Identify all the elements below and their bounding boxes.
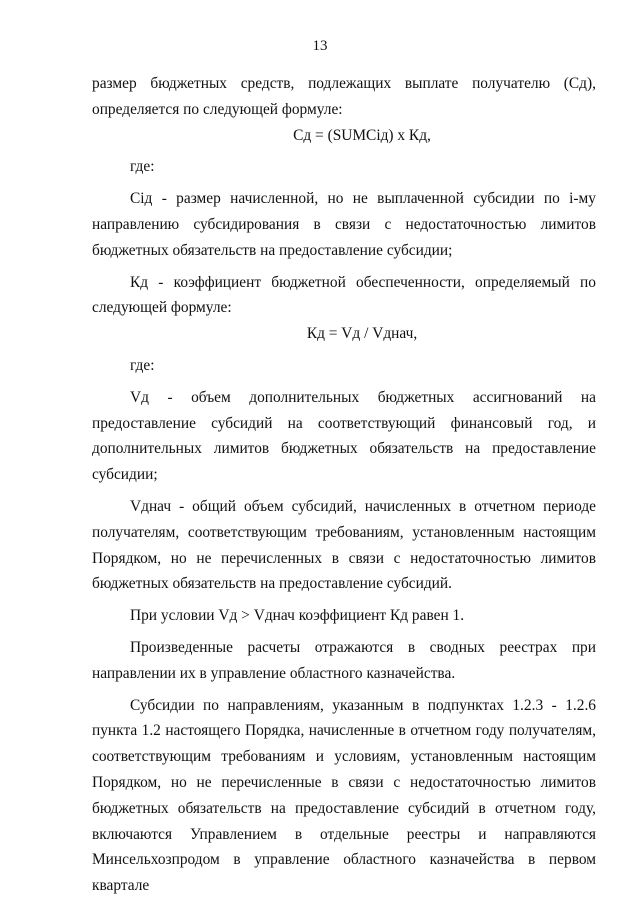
- where-label: где:: [130, 158, 155, 176]
- where-label: где:: [130, 356, 155, 374]
- paragraph-vdnach-definition: Vднач - общий объем субсидий, начисленных в отчетном периоде получателям, соответствующим требованиям, установленным настоящим Порядком, но не перечисленных в связи с недостаточностью лимитов бюджетных обязательств на предоставление субсидий.: [92, 497, 596, 593]
- paragraph-vd-definition: Vд - объем дополнительных бюджетных ассигнований на предоставление субсидий на соответствующий финансовый год, и дополнительных лимитов бюджетных обязательств на предоставление субсидии;: [92, 388, 596, 484]
- formula-cd: Сд = (SUMCiд) х Кд,: [293, 126, 431, 144]
- paragraph-registries: Произведенные расчеты отражаются в сводных реестрах при направлении их в управление областного казначейства.: [92, 638, 596, 682]
- document-body: [92, 71, 596, 899]
- page-number: 13: [312, 38, 328, 54]
- paragraph-subsidies: Субсидии по направлениям, указанным в подпунктах 1.2.3 - 1.2.6 пункта 1.2 настоящего Порядка, начисленные в отчетном году получателям, соответствующим требованиям и условиям, установленным настоящим Порядком, но не перечисленные в связи с недостаточностью лимитов бюджетных обязательств на предоставление субсидий в отчетном году, включаются Управлением в отдельные реестры и направляются Минсельхозпродом в управление областного казначейства в первом квартале: [92, 696, 596, 895]
- paragraph-condition: При условии Vд > Vднач коэффициент Кд равен 1.: [130, 607, 465, 625]
- formula-kd: Кд = Vд / Vднач,: [306, 325, 418, 343]
- paragraph-kd-definition: Кд - коэффициент бюджетной обеспеченности, определяемый по следующей формуле:: [92, 273, 596, 317]
- paragraph-budget-amount: размер бюджетных средств, подлежащих выплате получателю (Сд), определяется по следующей формуле:: [92, 75, 596, 118]
- paragraph-cid-definition: Сiд - размер начисленной, но не выплаченной субсидии по i-му направлению субсидирования в связи с недостаточностью лимитов бюджетных обязательств на предоставление субсидии;: [92, 190, 596, 259]
